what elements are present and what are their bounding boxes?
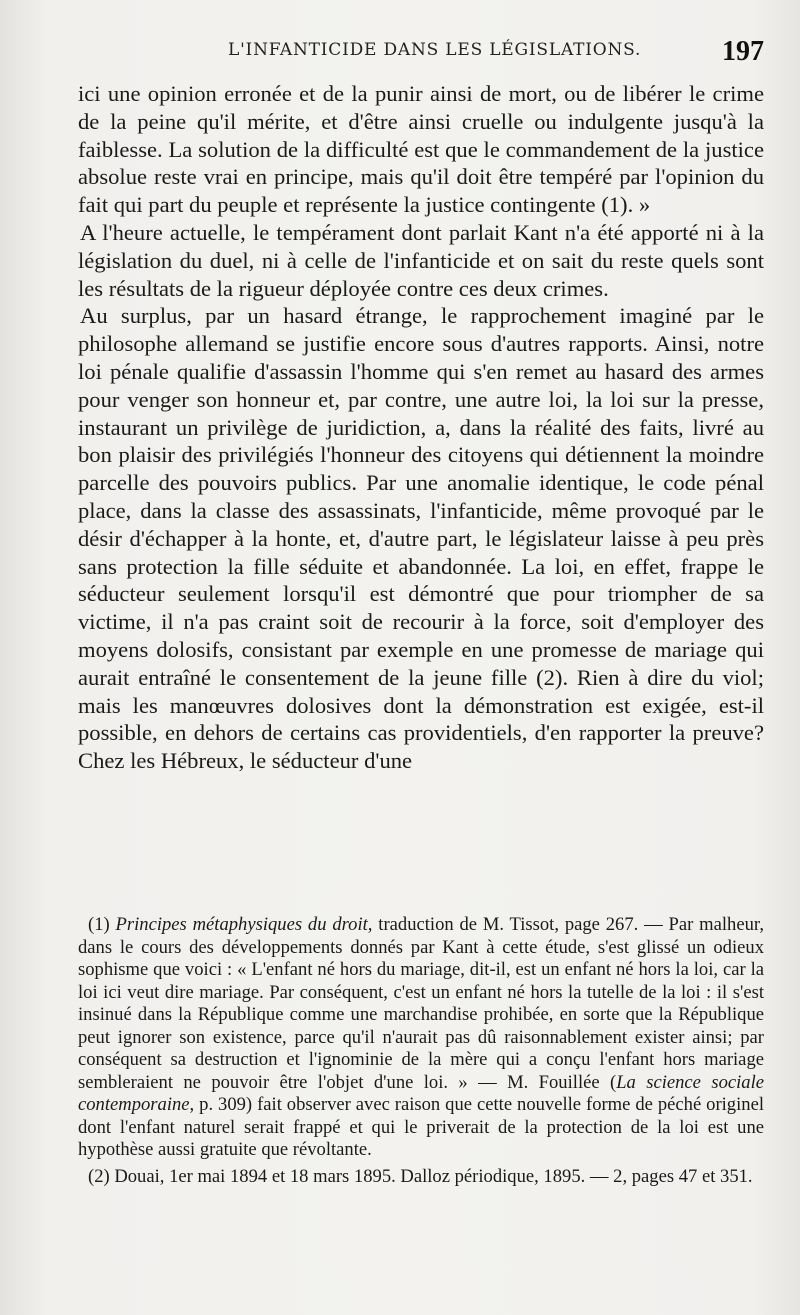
footnote-1-title: Principes métaphysiques du droit, bbox=[115, 914, 373, 935]
footnotes bbox=[78, 914, 764, 1188]
footnote-1-text: traduction de M. Tissot, page 267. — Par malheur, dans le cours des développements donnés par Kant à cette étude, s'est glissé un odieux sophisme que voici : « L'enfant né hors du mariage, dit-il, est un enfant né hors la loi, car la loi ici veut dire mariage. Par conséquent, c'est un enfant né hors la tutelle de la loi : il s'est insinué dans la République comme une marchandise prohibée, en sorte que la République peut ignorer son existence, parce qu'il n'aurait pas dû raisonnablement exister ainsi; par conséquent sa destruction et l'ignominie de la mère qui a conçu l'enfant hors mariage sembleraient ne pouvoir être l'objet d'une loi. » — M. Fouillée ( bbox=[78, 914, 764, 1093]
page-header bbox=[78, 36, 764, 72]
page-number: 197 bbox=[722, 36, 764, 67]
footnote-1 bbox=[78, 914, 764, 1162]
running-title: L'INFANTICIDE DANS LES LÉGISLATIONS. bbox=[228, 40, 642, 60]
main-text bbox=[78, 80, 764, 775]
footnote-1-end: , p. 309) fait observer avec raison que cette nouvelle forme de péché originel dont l'enfant naturel serait frappé et qui le priverait de la protection de la loi est une hypothèse aussi gratuite que révoltante. bbox=[78, 1094, 764, 1160]
paragraph-surplus: Au surplus, par un hasard étrange, le rapprochement imaginé par le philosophe allemand se justifie encore sous d'autres rapports. Ainsi, notre loi pénale qualifie d'assassin l'homme qui s'en remet au hasard des armes pour venger son honneur et, par contre, une autre loi, la loi sur la presse, instaurant un privilège de juridiction, a, dans la réalité des faits, livré au bon plaisir des privilégiés l'honneur des citoyens qui détiennent la moindre parcelle des pouvoirs publics. Par une anomalie identique, le code pénal place, dans la classe des assassinats, l'infanticide, même provoqué par le désir d'échapper à la honte, et, d'autre part, le législateur laisse à peu près sans protection la fille séduite et abandonnée. La loi, en effet, frappe le séducteur seulement lorsqu'il est démontré que pour triompher de sa victime, il n'a pas craint soit de recourir à la force, soit d'employer des moyens dolosifs, consistant par exemple en une promesse de mariage qui aurait entraîné le consentement de la jeune fille (2). Rien à dire du viol; mais les manœuvres dolosives dont la démonstration est exigée, est-il possible, en dehors de certains cas providentiels, d'en rapporter la preuve? Chez les Hébreux, le séducteur d'une bbox=[78, 303, 764, 774]
footnote-2: (2) Douai, 1er mai 1894 et 18 mars 1895. Dalloz périodique, 1895. — 2, pages 47 et 351. bbox=[88, 1165, 753, 1187]
footnote-1-book-title: La science sociale contemporaine bbox=[78, 1071, 764, 1115]
paragraph-continuation: ici une opinion erronée et de la punir ainsi de mort, ou de libérer le crime de la peine qu'il mérite, et d'être ainsi cruelle ou indulgente jusqu'à la faiblesse. La solution de la difficulté est que le commandement de la justice absolue reste vrai en principe, mais qu'il doit être tempéré par l'opinion du fait qui part du peuple et représente la justice contingente (1). » bbox=[78, 81, 764, 218]
footnote-1-number: (1) bbox=[88, 914, 110, 935]
paragraph-kant: A l'heure actuelle, le tempérament dont parlait Kant n'a été apporté ni à la législation du duel, ni à celle de l'infanticide et on sait du reste quels sont les résultats de la rigueur déployée contre ces deux crimes. bbox=[78, 219, 764, 301]
